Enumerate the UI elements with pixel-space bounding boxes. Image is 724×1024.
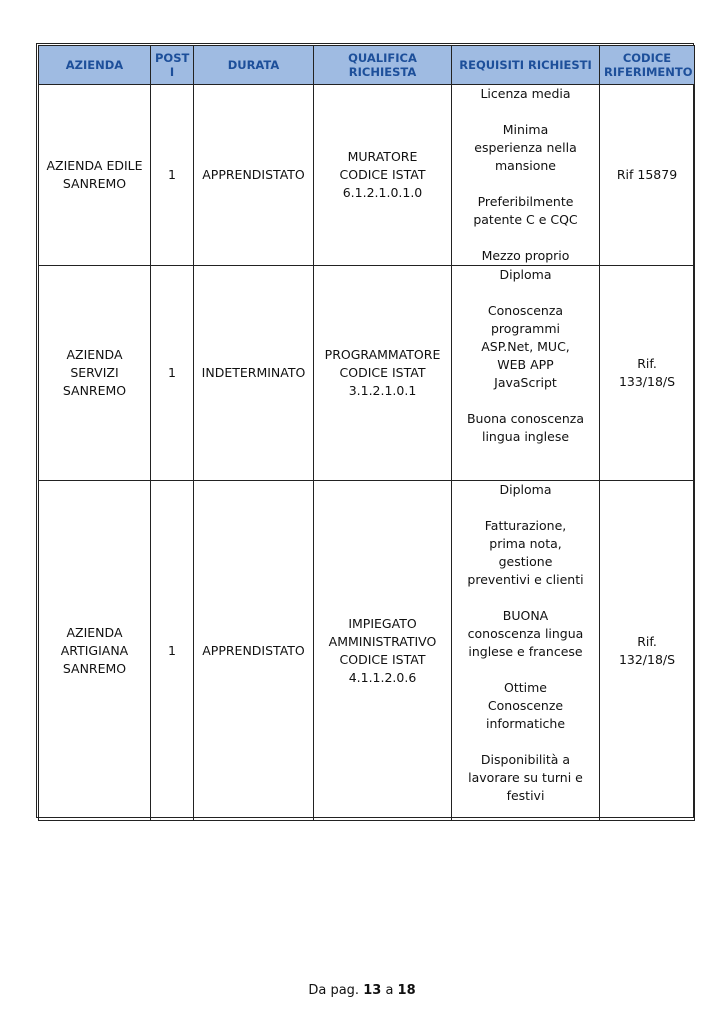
footer-page-to: 18: [397, 983, 416, 998]
cell-requisiti: Diploma Conoscenza programmi ASP.Net, MUC, WEB APP JavaScript Buona conoscenza lingua inglese: [452, 266, 600, 481]
header-azienda: AZIENDA: [39, 46, 151, 85]
table-row: [39, 85, 695, 266]
header-posti: POST I: [151, 46, 194, 85]
header-requisiti: REQUISITI RICHIESTI: [452, 46, 600, 85]
footer-prefix: Da pag.: [308, 983, 360, 998]
header-row: [39, 46, 695, 85]
cell-codice: Rif. 132/18/S: [600, 481, 695, 821]
cell-azienda: AZIENDA SERVIZI SANREMO: [39, 266, 151, 481]
header-codice: CODICE RIFERIMENTO: [600, 46, 695, 85]
table-row: [39, 481, 695, 821]
table-row: [39, 266, 695, 481]
job-offers-table-wrapper: [36, 43, 694, 818]
cell-codice: Rif. 133/18/S: [600, 266, 695, 481]
cell-azienda: AZIENDA ARTIGIANA SANREMO: [39, 481, 151, 821]
cell-requisiti: Licenza media Minima esperienza nella mansione Preferibilmente patente C e CQC Mezzo proprio: [452, 85, 600, 266]
cell-qualifica: PROGRAMMATORE CODICE ISTAT 3.1.2.1.0.1: [314, 266, 452, 481]
cell-posti: 1: [151, 85, 194, 266]
cell-requisiti: Diploma Fatturazione, prima nota, gestione preventivi e clienti BUONA conoscenza lingua inglese e francese Ottime Conoscenze informatiche Disponibilità a lavorare su turni e festivi: [452, 481, 600, 821]
cell-posti: 1: [151, 481, 194, 821]
cell-azienda: AZIENDA EDILE SANREMO: [39, 85, 151, 266]
page-footer: [0, 983, 724, 998]
header-qualifica: QUALIFICA RICHIESTA: [314, 46, 452, 85]
cell-durata: INDETERMINATO: [194, 266, 314, 481]
cell-durata: APPRENDISTATO: [194, 481, 314, 821]
cell-qualifica: MURATORE CODICE ISTAT 6.1.2.1.0.1.0: [314, 85, 452, 266]
footer-middle: a: [385, 983, 394, 998]
header-durata: DURATA: [194, 46, 314, 85]
cell-qualifica: IMPIEGATO AMMINISTRATIVO CODICE ISTAT 4.1.1.2.0.6: [314, 481, 452, 821]
job-offers-table: [38, 45, 695, 821]
cell-posti: 1: [151, 266, 194, 481]
cell-codice: Rif 15879: [600, 85, 695, 266]
footer-page-from: 13: [363, 983, 382, 998]
cell-durata: APPRENDISTATO: [194, 85, 314, 266]
